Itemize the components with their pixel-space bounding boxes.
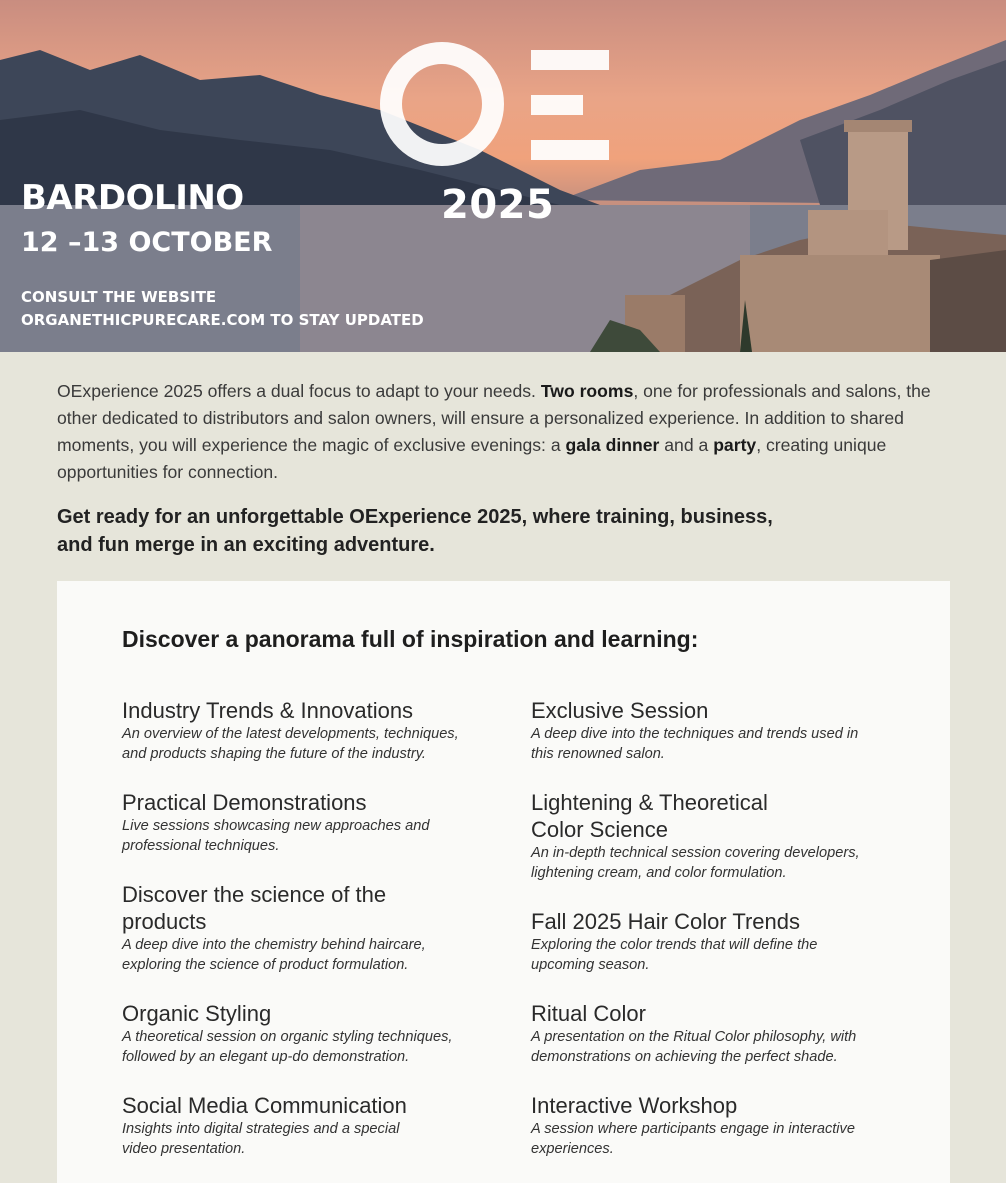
program-item [531,697,891,764]
intro-paragraph: OExperience 2025 offers a dual focus to adapt to your needs. Two rooms, one for professionals and salons, the other dedicated to distributors and salon owners, will ensure a personalized experience. In addition to shared moments, you will experience the magic of exclusive evenings: a gala dinner and a party, creating unique opportunities for connection. [57,381,931,482]
program-item-title: Exclusive Session [531,698,709,723]
program-item-desc: Live sessions showcasing new approaches and professional techniques. [122,818,430,854]
program-item-title: Lightening & Theoretical Color Science [531,790,768,842]
event-year: 2025 [441,182,555,228]
program-item-title: Discover the science of the products [122,882,387,934]
program-item-title: Social Media Communication [122,1093,407,1118]
program-item [122,1092,482,1159]
program-item [122,1000,482,1067]
party-highlight: party [713,435,757,455]
program-item-title: Fall 2025 Hair Color Trends [531,909,801,934]
hero-banner [0,0,1006,352]
program-card [57,581,950,1183]
program-item [531,1000,891,1067]
program-title: Discover a panorama full of inspiration and learning: [122,626,699,652]
program-item-title: Ritual Color [531,1001,646,1026]
program-item-title: Industry Trends & Innovations [122,698,414,723]
program-item-desc: A presentation on the Ritual Color philosophy, with demonstrations on achieving the perfect shade. [531,1029,857,1065]
program-item-title: Interactive Workshop [531,1093,738,1118]
program-item [122,881,482,975]
program-item-desc: A deep dive into the chemistry behind haircare, exploring the science of product formulation. [122,937,426,973]
logo-e-mark [531,50,609,160]
program-item [531,789,891,883]
two-rooms-highlight: Two rooms [540,381,634,401]
tagline: Get ready for an unforgettable OExperience 2025, where training, business, and fun merge in an exciting adventure. [57,506,773,556]
website-cta [21,286,424,332]
program-item-desc: A deep dive into the techniques and trends used in this renowned salon. [531,726,859,762]
gala-dinner-highlight: gala dinner [565,435,660,455]
program-item [531,1092,891,1159]
program-item-desc: A theoretical session on organic styling techniques, followed by an elegant up-do demonstration. [122,1029,453,1065]
cta-line-2[interactable]: ORGANETHICPURECARE.COM TO STAY UPDATED [21,311,424,329]
program-column-right [531,697,891,1183]
cta-line-1: CONSULT THE WEBSITE [21,288,217,306]
program-column-left [122,697,482,1183]
event-city: BARDOLINO [21,178,244,218]
program-item-desc: An overview of the latest developments, techniques, and products shaping the future of the industry. [122,726,459,762]
program-item-title: Practical Demonstrations [122,790,367,815]
program-item-desc: Insights into digital strategies and a special video presentation. [122,1121,400,1157]
logo-o-mark [380,42,504,166]
program-item-title: Organic Styling [122,1001,272,1026]
program-item [122,697,482,764]
program-item [122,789,482,856]
event-dates: 12 –13 OCTOBER [21,227,273,258]
program-item [531,908,891,975]
program-item-desc: An in-depth technical session covering developers, lightening cream, and color formulation. [531,845,860,881]
program-item-desc: Exploring the color trends that will define the upcoming season. [531,937,818,973]
program-item-desc: A session where participants engage in interactive experiences. [531,1121,855,1157]
